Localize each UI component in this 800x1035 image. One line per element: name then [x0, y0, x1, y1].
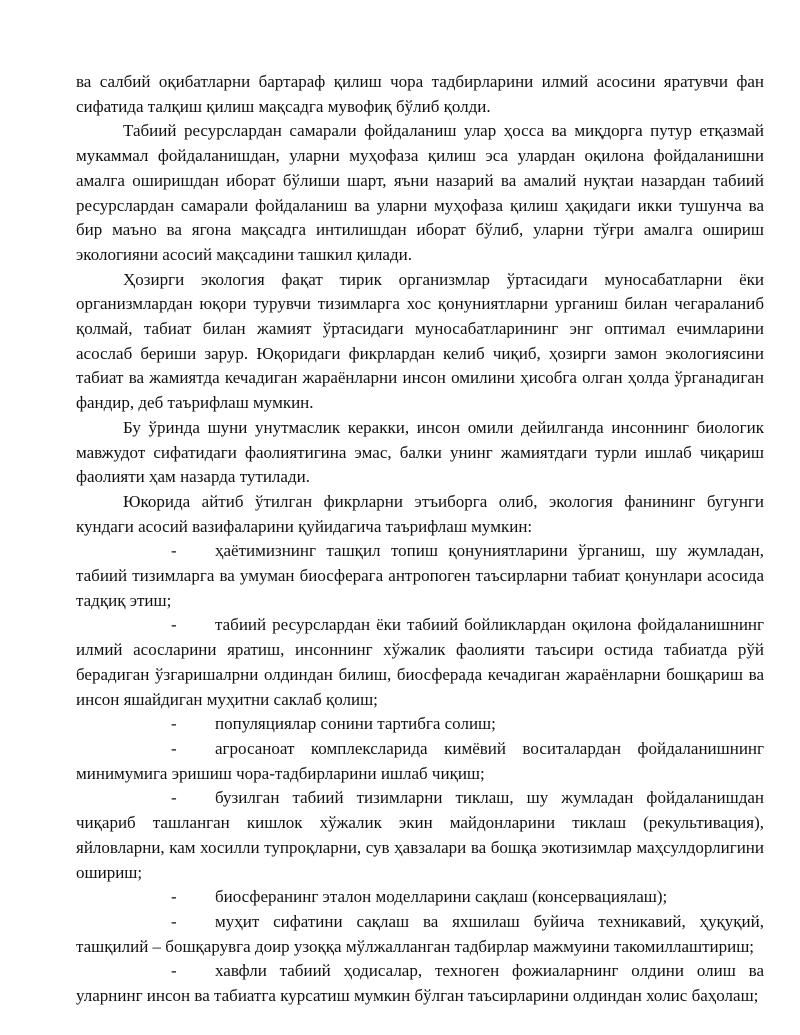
list-item-text: хавфли табиий ҳодисалар, техноген фожиаларнинг олдини олиш ва уларнинг инсон ва табиатга курсатиш мумкин бўлган таъсирларини олдиндан холис баҳолаш; — [76, 961, 764, 1006]
list-item-text: ҳаётимизнинг ташқил топиш қонуниятларини ўрганиш, шу жумладан, табиий тизимларга ва умуман биосферага антропоген таъсирларни табиат қонунлари асосида тадқиқ этиш; — [76, 541, 764, 610]
list-item-text: бузилган табиий тизимларни тиклаш, шу жумладан фойдаланишдан чиқариб ташланган кишлок хўжалик экин майдонларини тиклаш (рекультивация), яйловларни, кам хосилли тупроқларни, сув ҳавзалари ва бошқа экотизимлар маҳсулдорлигини ошириш; — [76, 788, 764, 882]
paragraph-resources: Табиий ресурслардан самарали фойдаланиш улар ҳосса ва миқдорга путур етқазмай мукаммал фойдаланишдан, уларни муҳофаза қилиш эса улардан оқилона фойдаланишни амалга оширишдан иборат бўлиши шарт, яъни назарий ва амалий нуқтаи назардан табиий ресурслардан самарали фойдаланиш ва уларни муҳофаза қилиш ҳақидаги икки тушунча ва бир маъно ва ягона мақсадга интилишдан иборат бўлиб, уларни тўғри амалга ошириш экологияни асосий мақсадини ташкил қилади. — [76, 121, 764, 264]
list-item-text: муҳит сифатини сақлаш ва яхшилаш буйича техникавий, ҳуқуқий, ташқилий – бошқарувга доир узоққа мўлжалланган тадбирлар мажмуини такомиллаштириш; — [76, 911, 764, 956]
list-item — [76, 737, 764, 786]
paragraph-human-factor: Бу ўринда шуни унутмаслик керакки, инсон омили дейилганда инсоннинг биологик мавжудот сифатидаги фаолиятигина эмас, балки унинг жамиятдаги турли ишлаб чиқариш фаолияти ҳам назарда тутилади. — [76, 417, 764, 487]
list-item — [76, 885, 764, 910]
paragraph-modern-ecology: Ҳозирги экология фақат тирик организмлар ўртасидаги муносабатларни ёки организмлардан юқори турувчи тизимларга хос қонуниятларни урганиш билан чегараланиб қолмай, табиат билан жамият ўртасидаги муносабатларининг энг оптимал ечимларини асослаб бериши зарур. Юқоридаги фикрлардан келиб чиқиб, ҳозирги замон экологиясини табиат ва жамиятда кечадиган жараёнларни инсон омилини ҳисобга олган ҳолда ўрганадиган фандир, деб таърифлаш мумкин. — [76, 269, 764, 413]
document-page — [76, 70, 764, 1009]
bullet-dash: - — [171, 961, 177, 981]
list-item-text: биосферанинг эталон моделларини сақлаш (консервациялаш); — [215, 887, 668, 907]
bullet-dash: - — [171, 788, 177, 808]
list-item — [76, 959, 764, 1008]
bullet-dash: - — [171, 714, 177, 734]
list-item — [76, 712, 764, 737]
list-item-text: популяциялар сонини тартибга солиш; — [215, 714, 496, 734]
list-item — [76, 910, 764, 959]
list-item — [76, 539, 764, 613]
paragraph-continuation: ва салбий оқибатларни бартараф қилиш чора тадбирларини илмий асосини яратувчи фан сифатида талқиш қилиш мақсадга мувофиқ бўлиб қолди. — [76, 72, 764, 116]
list-item-text: табиий ресурслардан ёки табиий бойликлардан оқилона фойдаланишнинг илмий асосларини яратиш, инсоннинг хўжалик фаолияти таъсири остида табиатда рўй берадиган ўзгаришалрни олдиндан билиш, биосферада кечадиган жараёнларни бошқариш ва инсон яшайдиган муҳитни саклаб қолиш; — [76, 615, 764, 709]
bullet-dash: - — [171, 738, 177, 758]
bullet-dash: - — [171, 887, 177, 907]
list-item — [76, 786, 764, 885]
list-item-text: агросаноат комплексларида кимёвий воситалардан фойдаланишнинг минимумига эришиш чора-тадбирларини ишлаб чиқиш; — [76, 738, 764, 783]
bullet-dash: - — [171, 541, 177, 561]
list-item — [76, 613, 764, 712]
bullet-dash: - — [171, 911, 177, 931]
bullet-dash: - — [171, 615, 177, 635]
paragraph-tasks-intro: Юкорида айтиб ўтилган фикрларни этъиборга олиб, экология фанининг бугунги кундаги асосий вазифаларини қуйидагича таърифлаш мумкин: — [76, 491, 764, 536]
